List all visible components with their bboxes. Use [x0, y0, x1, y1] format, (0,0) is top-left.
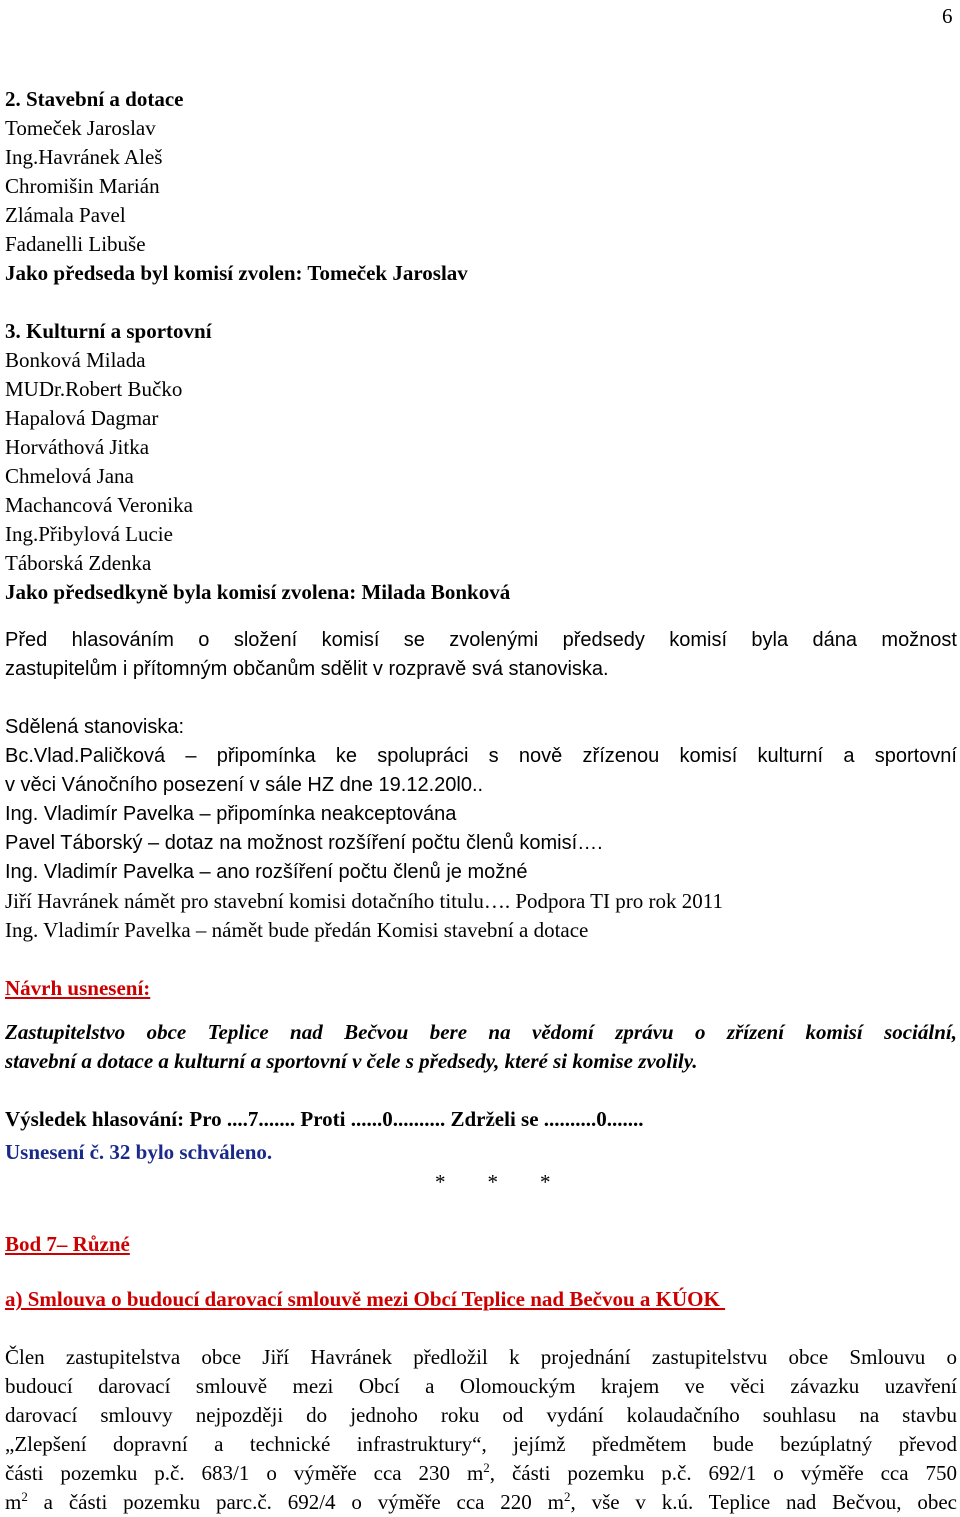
- paragraph-line: Člen zastupitelstva obce Jiří Havránek předložil k projednání zastupitelstvu obce Smlouvu o: [5, 1345, 957, 1369]
- member: Zlámala Pavel: [5, 203, 126, 227]
- statement-line: Bc.Vlad.Paličková – připomínka ke spolupráci s nově zřízenou komisí kulturní a sportovní: [5, 745, 957, 767]
- bod7-subheading: a) Smlouva o budoucí darovací smlouvě mezi Obcí Teplice nad Bečvou a KÚOK: [5, 1287, 726, 1311]
- member: Fadanelli Libuše: [5, 232, 146, 256]
- superscript: 2: [21, 1489, 28, 1504]
- discussion-line: Před hlasováním o složení komisí se zvolenými předsedy komisí byla dána možnost: [5, 629, 957, 651]
- paragraph-line: [5, 1459, 957, 1488]
- member: Chmelová Jana: [5, 464, 134, 488]
- proposal-line: Zastupitelstvo obce Teplice nad Bečvou bere na vědomí zprávu o zřízení komisí sociální,: [5, 1020, 957, 1044]
- text: a části pozemku parc.č. 692/4 o výměře cca 220 m: [27, 1490, 564, 1514]
- member: Hapalová Dagmar: [5, 406, 159, 430]
- member: Ing.Havránek Aleš: [5, 145, 163, 169]
- paragraph-line: darovací smlouvy nejpozději do jednoho roku od vydání kolaudačního souhlasu na stavbu: [5, 1403, 957, 1427]
- statement-line: Jiří Havránek námět pro stavební komisi dotačního titulu…. Podpora TI pro rok 2011: [5, 889, 723, 913]
- statement-line: Pavel Táborský – dotaz na možnost rozšíření počtu členů komisí….: [5, 832, 603, 854]
- paragraph-line: [5, 1488, 957, 1517]
- member: Táborská Zdenka: [5, 551, 152, 575]
- member: Tomeček Jaroslav: [5, 116, 156, 140]
- member: MUDr.Robert Bučko: [5, 377, 183, 401]
- paragraph-line: „Zlepšení dopravní a technické infrastruktury“, jejímž předmětem bude bezúplatný převod: [5, 1432, 957, 1456]
- statements-title: Sdělená stanoviska:: [5, 716, 185, 738]
- paragraph-line: budoucí darovací smlouvě mezi Obcí a Olomouckým krajem ve věci závazku uzavření: [5, 1374, 957, 1398]
- text: , vše v k.ú. Teplice nad Bečvou, obec: [570, 1490, 958, 1514]
- section-3-chair: Jako předsedkyně byla komisí zvolena: Milada Bonková: [5, 580, 511, 604]
- statement-line: v věci Vánočního posezení v sále HZ dne 19.12.20l0..: [5, 774, 484, 796]
- member: Ing.Přibylová Lucie: [5, 522, 173, 546]
- vote-result: Výsledek hlasování: Pro ....7....... Proti ......0.......... Zdrželi se ..........0.......: [5, 1107, 644, 1131]
- member: Chromišin Marián: [5, 174, 160, 198]
- bod7-heading: Bod 7– Různé: [5, 1232, 130, 1256]
- separator: * * *: [435, 1170, 551, 1194]
- text: , části pozemku p.č. 692/1 o výměře cca 750: [489, 1461, 957, 1485]
- statement-line: Ing. Vladimír Pavelka – námět bude předán Komisi stavební a dotace: [5, 918, 589, 942]
- section-2-heading: 2. Stavební a dotace: [5, 87, 184, 111]
- member: Machancová Veronika: [5, 493, 193, 517]
- superscript: 2: [483, 1460, 490, 1475]
- member: Bonková Milada: [5, 348, 146, 372]
- text: m: [5, 1490, 22, 1514]
- superscript: 2: [563, 1489, 571, 1504]
- resolution-status: Usnesení č. 32 bylo schváleno.: [5, 1140, 273, 1164]
- section-2-chair: Jako předseda byl komisí zvolen: Tomeček Jaroslav: [5, 261, 468, 285]
- discussion-line: zastupitelům i přítomným občanům sdělit v rozpravě svá stanoviska.: [5, 658, 609, 680]
- member: Horváthová Jitka: [5, 435, 150, 459]
- proposal-heading: Návrh usnesení:: [5, 976, 151, 1000]
- page-number: 6: [942, 4, 953, 28]
- text: části pozemku p.č. 683/1 o výměře cca 230 m: [5, 1461, 484, 1485]
- statement-line: Ing. Vladimír Pavelka – ano rozšíření počtu členů je možné: [5, 861, 528, 883]
- statement-line: Ing. Vladimír Pavelka – připomínka neakceptována: [5, 803, 457, 825]
- proposal-line: stavební a dotace a kulturní a sportovní v čele s předsedy, které si komise zvolily.: [5, 1049, 698, 1073]
- section-3-heading: 3. Kulturní a sportovní: [5, 319, 212, 343]
